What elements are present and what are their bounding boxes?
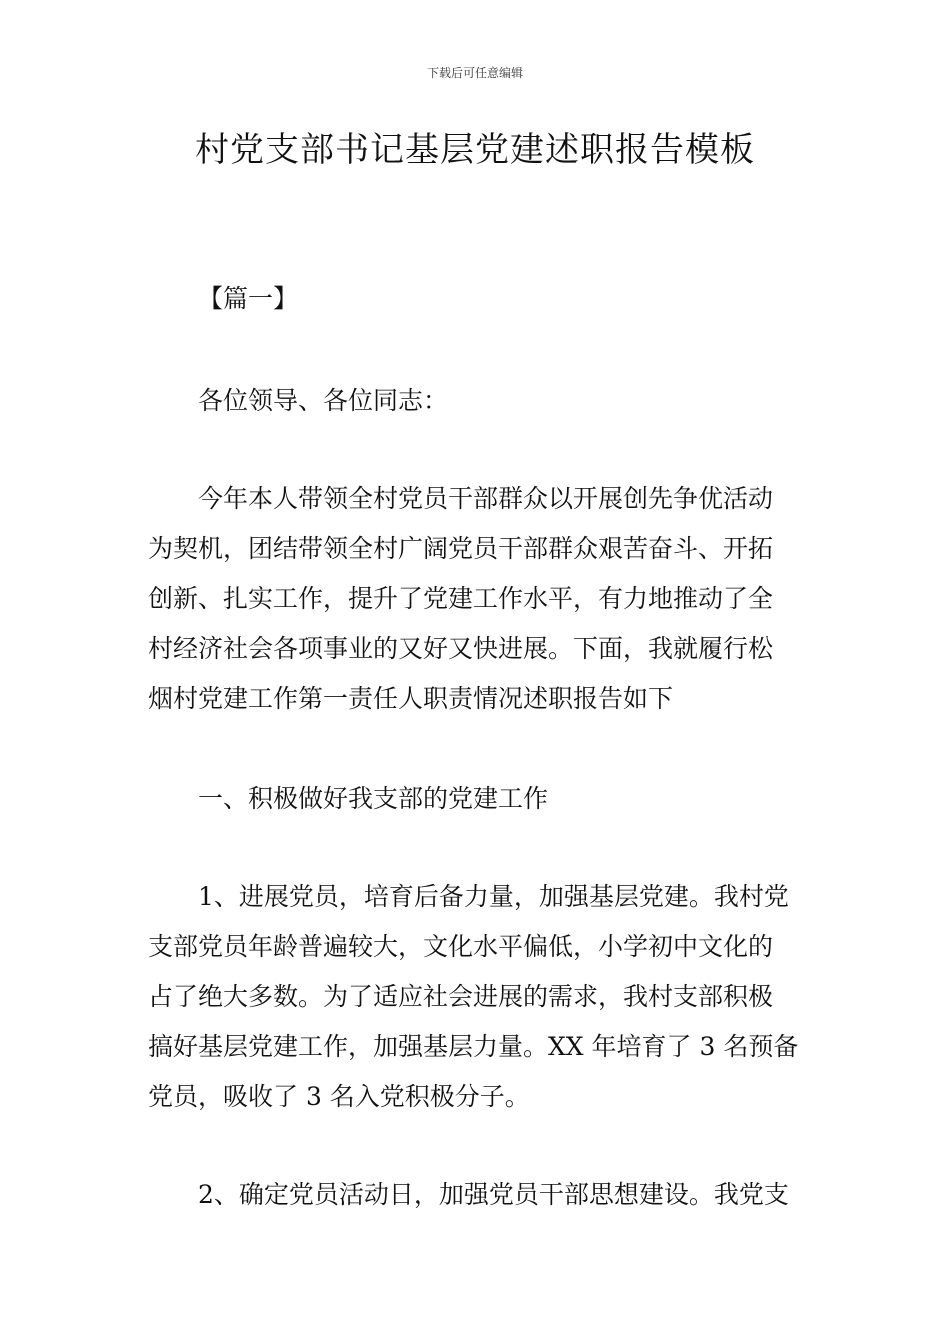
paragraph-line: 烟村党建工作第一责任人职责情况述职报告如下 xyxy=(148,684,674,713)
header-note: 下载后可任意编辑 xyxy=(426,66,523,80)
paragraph-line: 1、进展党员，培育后备力量，加强基层党建。我村党 xyxy=(198,882,789,911)
paragraph-line: 创新、扎实工作，提升了党建工作水平，有力地推动了全 xyxy=(148,584,774,613)
paragraph-line: 村经济社会各项事业的又好又快进展。下面，我就履行松 xyxy=(148,634,774,663)
document-title: 村党支部书记基层党建述职报告模板 xyxy=(195,130,755,170)
paragraph-line: 2、确定党员活动日，加强党员干部思想建设。我党支 xyxy=(198,1180,789,1209)
paragraph-line: 搞好基层党建工作，加强基层力量。XX 年培育了 3 名预备 xyxy=(148,1032,799,1061)
section-heading: 一、积极做好我支部的党建工作 xyxy=(198,784,549,813)
paragraph-line: 为契机，团结带领全村广阔党员干部群众艰苦奋斗、开拓 xyxy=(148,534,774,563)
paragraph-line: 今年本人带领全村党员干部群众以开展创先争优活动 xyxy=(198,484,774,513)
paragraph-line: 支部党员年龄普遍较大，文化水平偏低，小学初中文化的 xyxy=(148,932,774,961)
section-label: 【篇一】 xyxy=(198,284,299,313)
paragraph-line: 党员，吸收了 3 名入党积极分子。 xyxy=(148,1082,530,1111)
salutation: 各位领导、各位同志： xyxy=(198,386,449,415)
paragraph-line: 占了绝大多数。为了适应社会进展的需求，我村支部积极 xyxy=(148,982,774,1011)
